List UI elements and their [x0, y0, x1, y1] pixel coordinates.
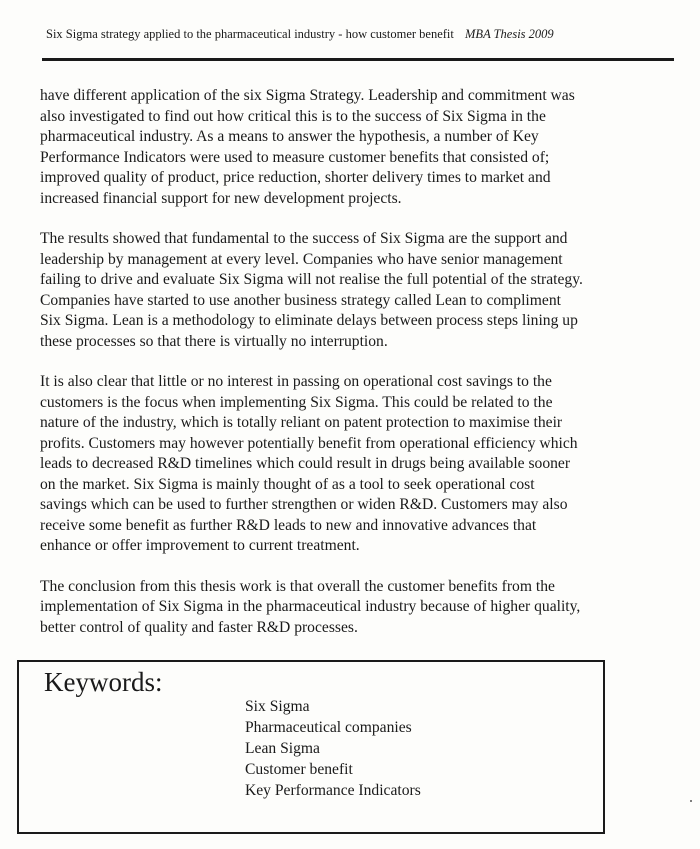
- keyword-item: Key Performance Indicators: [245, 782, 421, 799]
- body-text: [40, 86, 672, 658]
- paragraph-3: [40, 372, 672, 557]
- text-line: increased financial support for new development projects.: [40, 189, 402, 207]
- paragraph-1: [40, 86, 672, 209]
- text-line: implementation of Six Sigma in the pharmaceutical industry because of higher quality,: [40, 598, 581, 615]
- text-line: It is also clear that little or no interest in passing on operational cost savings to the: [40, 373, 552, 390]
- text-line: improved quality of product, price reduction, shorter delivery times to market and: [40, 169, 551, 186]
- header-journal: MBA Thesis 2009: [465, 27, 554, 41]
- text-line: receive some benefit as further R&D leads to new and innovative advances that: [40, 516, 537, 534]
- text-line: The conclusion from this thesis work is that overall the customer benefits from the: [40, 577, 555, 595]
- text-line: profits. Customers may however potentially benefit from operational efficiency which: [40, 434, 578, 452]
- text-line: Performance Indicators were used to measure customer benefits that consisted of;: [40, 148, 550, 166]
- paragraph-4: [40, 577, 672, 639]
- text-line: leads to decreased R&D timelines which could result in drugs being available sooner: [40, 455, 571, 472]
- text-line: these processes so that there is virtually no interruption.: [40, 332, 388, 350]
- text-line: failing to drive and evaluate Six Sigma will not realise the full potential of the strategy.: [40, 271, 583, 288]
- keyword-item: Six Sigma: [245, 698, 310, 715]
- text-line: on the market. Six Sigma is mainly thought of as a tool to seek operational cost: [40, 475, 535, 493]
- text-line: better control of quality and faster R&D processes.: [40, 618, 358, 636]
- paragraph-2: [40, 229, 672, 352]
- keywords-box: [17, 660, 605, 834]
- text-line: Six Sigma. Lean is a methodology to eliminate delays between process steps lining up: [40, 312, 578, 329]
- running-header: [46, 26, 656, 42]
- keyword-item: Customer benefit: [245, 761, 353, 778]
- keyword-item: Pharmaceutical companies: [245, 719, 412, 736]
- text-line: have different application of the six Sigma Strategy. Leadership and commitment was: [40, 87, 575, 104]
- text-line: pharmaceutical industry. As a means to answer the hypothesis, a number of Key: [40, 128, 539, 145]
- header-title: Six Sigma strategy applied to the pharmaceutical industry - how customer benefit: [46, 27, 454, 41]
- text-line: Companies have started to use another business strategy called Lean to compliment: [40, 291, 561, 309]
- text-line: savings which can be used to further strengthen or widen R&D. Customers may also: [40, 496, 568, 513]
- header-rule: [42, 58, 674, 61]
- text-line: leadership by management at every level. Companies who have senior management: [40, 250, 563, 268]
- text-line: The results showed that fundamental to the success of Six Sigma are the support and: [40, 230, 568, 247]
- text-line: customers is the focus when implementing Six Sigma. This could be related to the: [40, 393, 553, 411]
- text-line: also investigated to find out how critical this is to the success of Six Sigma in the: [40, 107, 546, 125]
- keywords-list: [245, 696, 421, 801]
- text-line: enhance or offer improvement to current treatment.: [40, 537, 360, 554]
- scan-speck: [690, 800, 692, 802]
- text-line: nature of the industry, which is totally reliant on patent protection to maximise their: [40, 414, 563, 431]
- keywords-title: Keywords:: [44, 667, 163, 697]
- keyword-item: Lean Sigma: [245, 740, 320, 757]
